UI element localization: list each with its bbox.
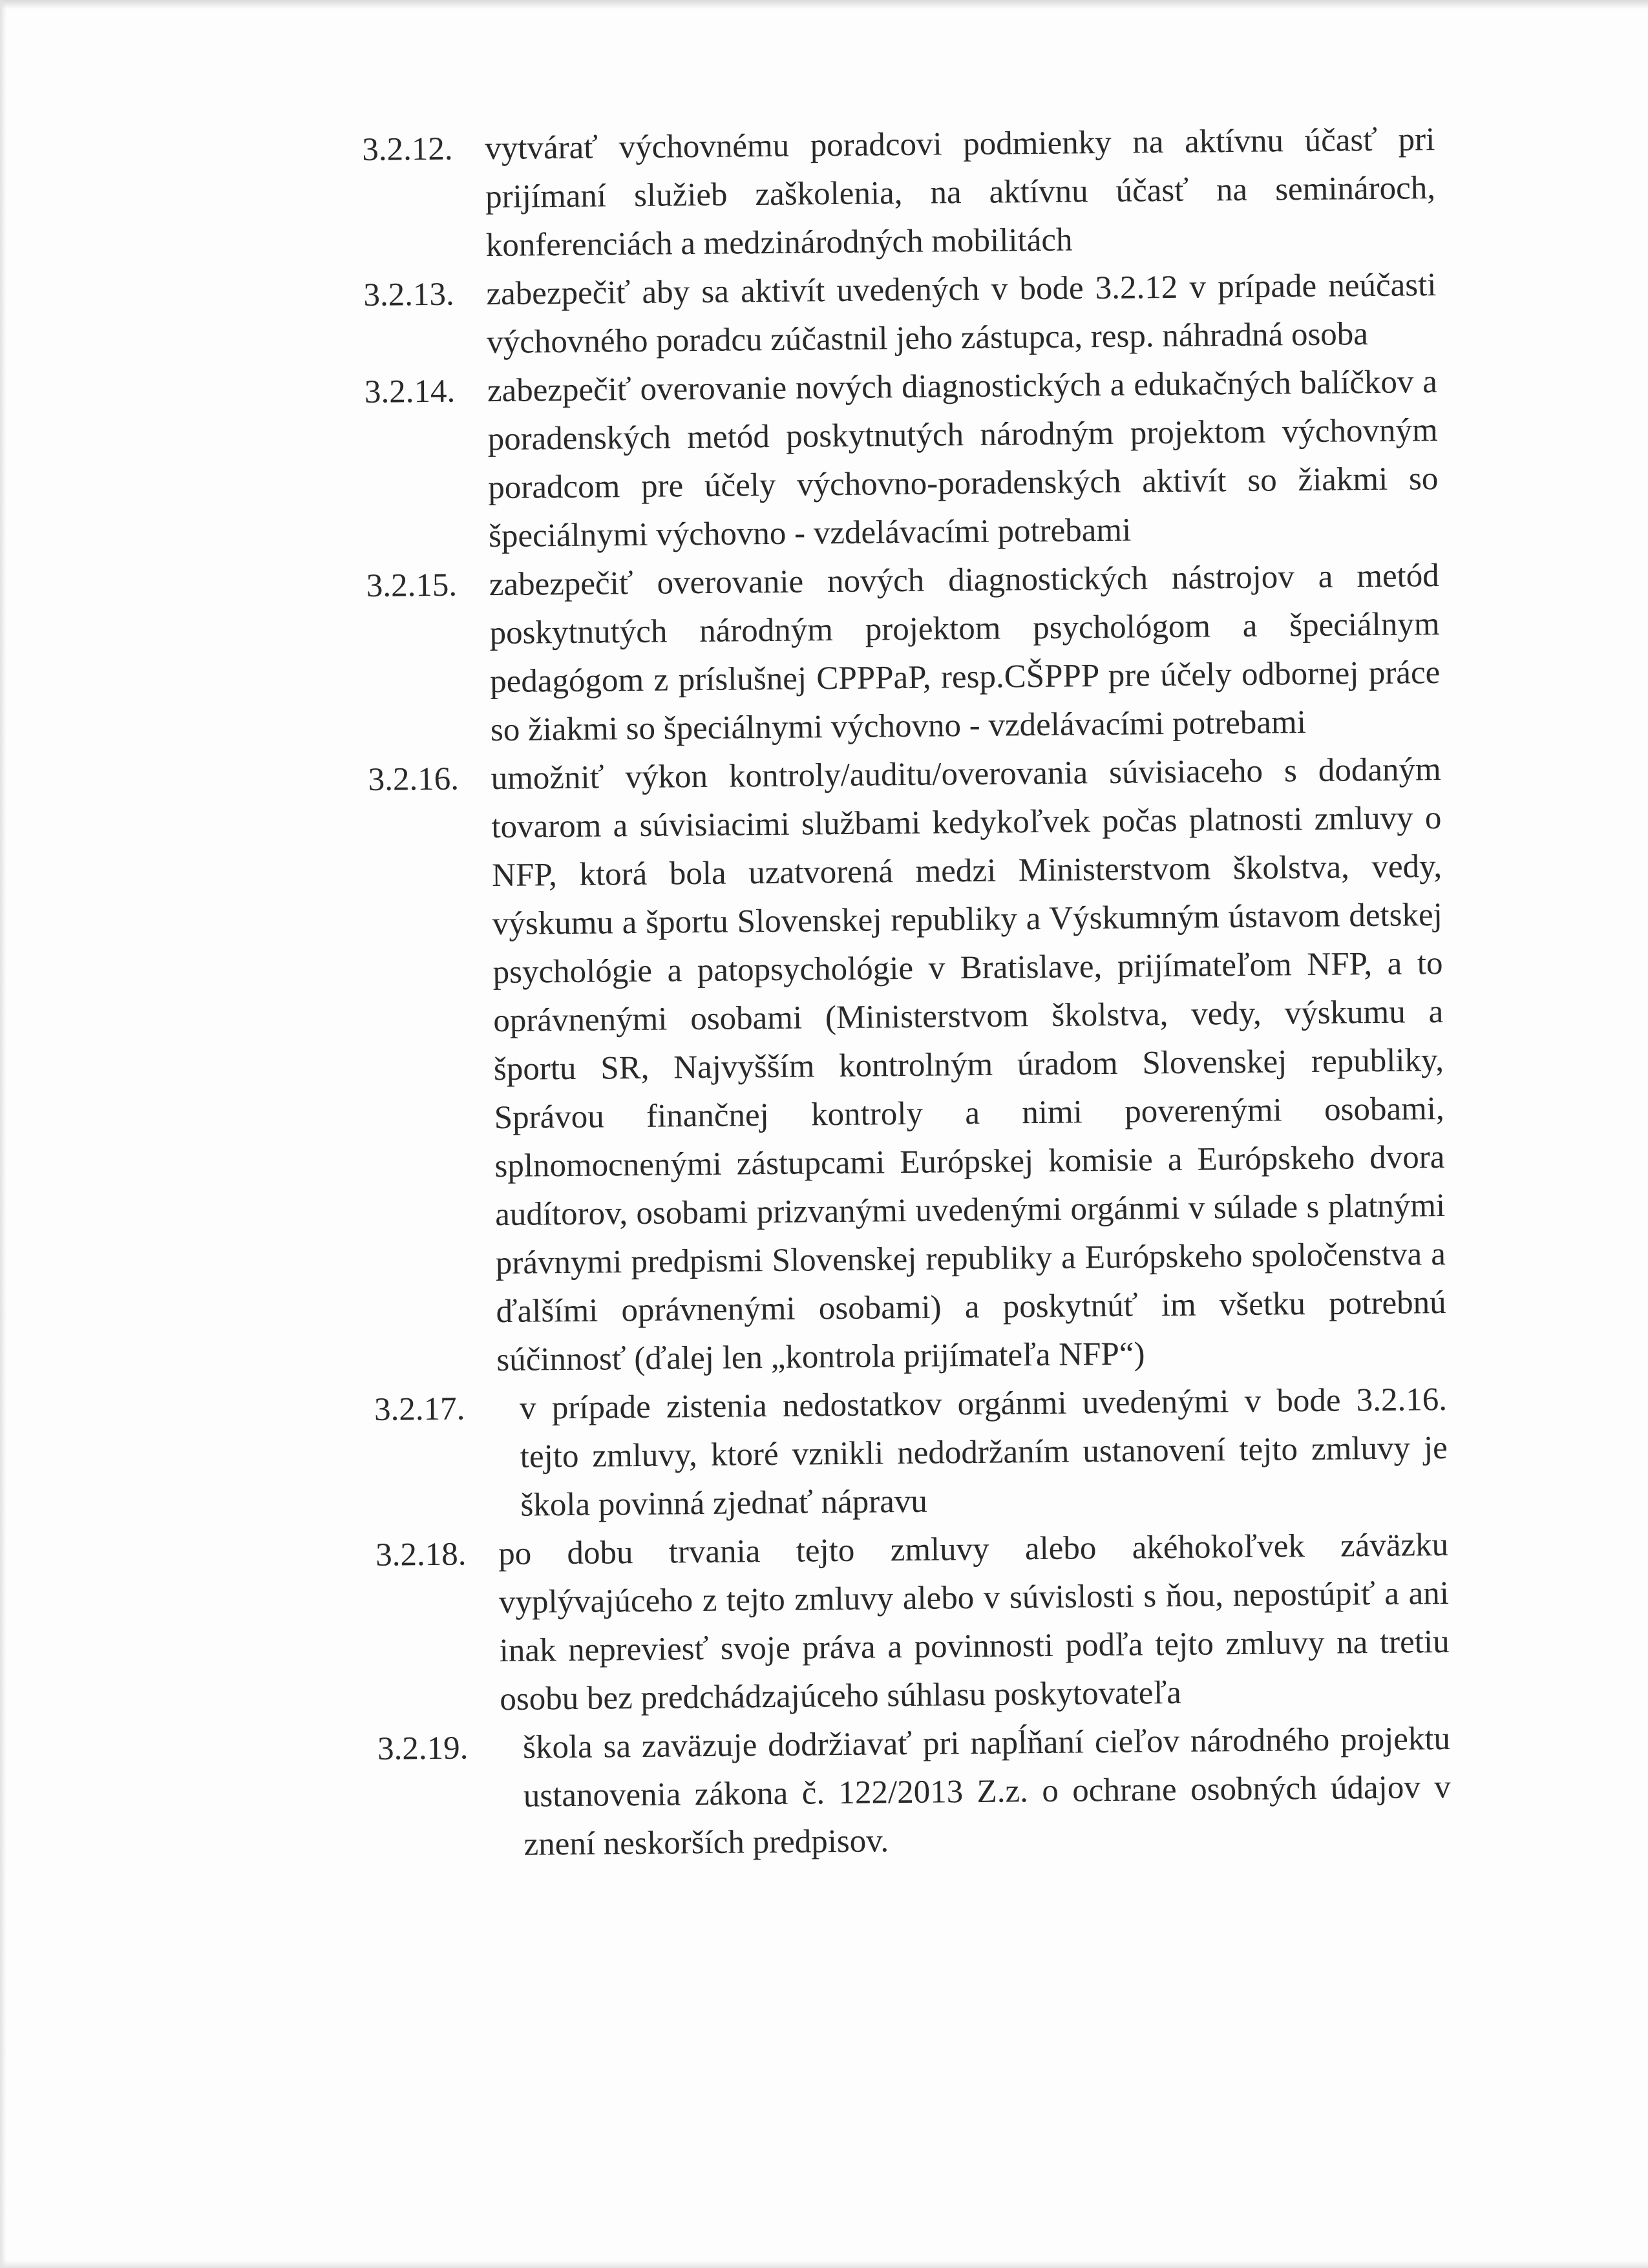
clause-3-2-15 [366, 552, 1441, 756]
clause-text: v prípade zistenia nedostatkov orgánmi uvedenými v bode 3.2.16. tejto zmluvy, ktoré vznikli nedodržaním ustanovení tejto zmluvy je škola povinná zjednať nápravu [519, 1381, 1448, 1524]
clause-3-2-18 [375, 1521, 1450, 1725]
scan-shadow-top [0, 0, 1648, 9]
clause-text: umožniť výkon kontroly/auditu/overovania súvisiaceho s dodaným tovarom a súvisiacimi službami kedykoľvek počas platnosti zmluvy o NFP, ktorá bola uzatvorená medzi Ministerstvom školstva, vedy, výskumu a športu Slovenskej republiky a Výskumným ústavom detskej psychológie a patopsychológie v Bratislave, prijímateľom NFP, a to oprávnenými osobami (Ministerstvom školstva, vedy, výskumu a športu SR, Najvyšším kontrolným úradom Slovenskej republiky, Správou finančnej kontroly a nimi poverenými osobami, splnomocnenými zástupcami Európskej komisie a Európskeho dvora audítorov, osobami prizvanými uvedenými orgánmi v súlade s platnými právnymi predpismi Slovenskej republiky a Európskeho spoločenstva a ďalšími oprávnenými osobami) a poskytnúť im všetku potrebnú súčinnosť (ďalej len „kontrola prijímateľa NFP“) [491, 751, 1446, 1379]
clause-3-2-19 [377, 1715, 1452, 1871]
clause-text: zabezpečiť aby sa aktivít uvedených v bode 3.2.12 v prípade neúčasti výchovného poradcu zúčastnil jeho zástupca, resp. náhradná osoba [486, 267, 1437, 361]
clause-text: po dobu trvania tejto zmluvy alebo akéhokoľvek záväzku vyplývajúceho z tejto zmluvy alebo v súvislosti s ňou, nepostúpiť a ani inak nepreviesť svoje práva a povinnosti podľa tejto zmluvy na tretiu osobu bez predchádzajúceho súhlasu poskytovateľa [498, 1526, 1450, 1718]
scan-shadow-bottom [0, 2260, 1648, 2268]
clause-text: škola sa zaväzuje dodržiavať pri napĺňaní cieľov národného projektu ustanovenia zákona č. 122/2013 Z.z. o ochrane osobných údajov v znení neskorších predpisov. [522, 1720, 1452, 1863]
clause-text: zabezpečiť overovanie nových diagnostických nástrojov a metód poskytnutých národným projektom psychológom a špeciálnym pedagógom z príslušnej CPPPaP, resp.CŠPPP pre účely odbornej práce so žiakmi so špeciálnymi výchovno - vzdelávacími potrebami [489, 558, 1441, 749]
clause-3-2-14 [364, 358, 1439, 562]
clause-list [362, 116, 1452, 1871]
clause-number: 3.2.17. [374, 1391, 465, 1428]
clause-number: 3.2.18. [375, 1536, 467, 1573]
clause-number: 3.2.16. [368, 761, 460, 798]
clause-3-2-13 [363, 261, 1437, 368]
clause-number: 3.2.13. [363, 276, 455, 313]
clause-3-2-12 [362, 116, 1436, 271]
clause-3-2-17 [374, 1376, 1448, 1531]
clause-number: 3.2.12. [362, 131, 453, 168]
clause-number: 3.2.15. [366, 567, 458, 604]
clause-3-2-16 [368, 746, 1446, 1386]
clause-text: zabezpečiť overovanie nových diagnostických a edukačných balíčkov a poradenských metód poskytnutých národným projektom výchovným poradcom pre účely výchovno-poradenských aktivít so žiakmi so špeciálnymi výchovno - vzdelávacími potrebami [487, 364, 1439, 555]
scan-shadow-left [0, 0, 6, 2268]
clause-text: vytvárať výchovnému poradcovi podmienky na aktívnu účasť pri prijímaní služieb zaškolenia, na aktívnu účasť na seminároch, konferenciách a medzinárodných mobilitách [485, 121, 1436, 264]
clause-number: 3.2.14. [364, 373, 456, 410]
clause-number: 3.2.19. [377, 1730, 469, 1767]
